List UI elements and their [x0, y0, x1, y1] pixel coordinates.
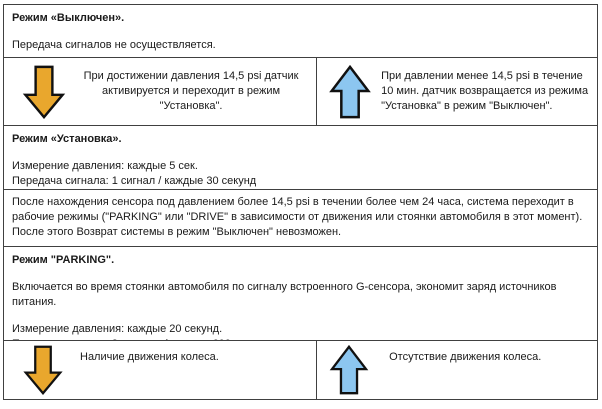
- transition-bottom-left-cell: [4, 341, 317, 399]
- up-arrow-icon: [329, 65, 371, 119]
- down-arrow-icon: [22, 65, 66, 119]
- up-arrow-shape: [332, 67, 369, 117]
- transition-bottom-left-text: Наличие движения колеса.: [80, 350, 219, 363]
- transition-top-right-cell: [317, 58, 597, 125]
- section-mode-parking: [4, 246, 597, 340]
- mode-parking-measure: Измерение давления: каждые 20 секунд.: [12, 322, 223, 335]
- down-arrow-icon: [22, 345, 64, 395]
- transition-top-right-text: При давлении менее 14,5 psi в течение 10 мин. датчик возвращается из режима "Установка" в режим "Выключен".: [381, 70, 589, 113]
- mode-off-body: Передача сигналов не осуществляется.: [12, 39, 216, 51]
- transition-row-top: [4, 57, 597, 125]
- section-mode-off: [4, 5, 597, 57]
- modes-table: [3, 4, 598, 400]
- mode-setup-transmit: Передача сигнала: 1 сигнал / каждые 30 секунд: [12, 175, 257, 188]
- down-arrow-shape: [26, 347, 60, 394]
- section-note: [4, 189, 597, 245]
- mode-off-title: Режим «Выключен».: [12, 12, 125, 24]
- transition-row-bottom: [4, 340, 597, 399]
- up-arrow-icon: [329, 345, 369, 395]
- transition-top-left-text: При достижении давления 14,5 psi датчик активируется и переходит в режим "Установка".: [83, 70, 299, 113]
- note-text: После нахождения сенсора под давлением более 14,5 psi в течении более чем 24 часа, система переходит в рабочие режимы ("PARKING" или "DRIVE" в зависимости от движения или стоянки автомобиля в этот момент). После этого Возврат системы в режим "Выключен" невозможен.: [12, 196, 583, 239]
- down-arrow-shape: [25, 66, 62, 116]
- up-arrow-shape: [332, 347, 366, 393]
- section-mode-setup: [4, 125, 597, 189]
- mode-parking-body: Включается во время стоянки автомобиля по сигналу встроенного G-сенсора, экономит заряд источников питания.: [12, 280, 557, 308]
- transition-top-left-cell: [4, 58, 317, 125]
- mode-parking-title: Режим "PARKING".: [12, 253, 115, 266]
- mode-setup-title: Режим «Установка».: [12, 133, 122, 146]
- mode-setup-measure: Измерение давления: каждые 5 сек.: [12, 160, 198, 173]
- transition-bottom-right-text: Отсутствие движения колеса.: [389, 350, 542, 363]
- transition-bottom-right-cell: [317, 341, 597, 399]
